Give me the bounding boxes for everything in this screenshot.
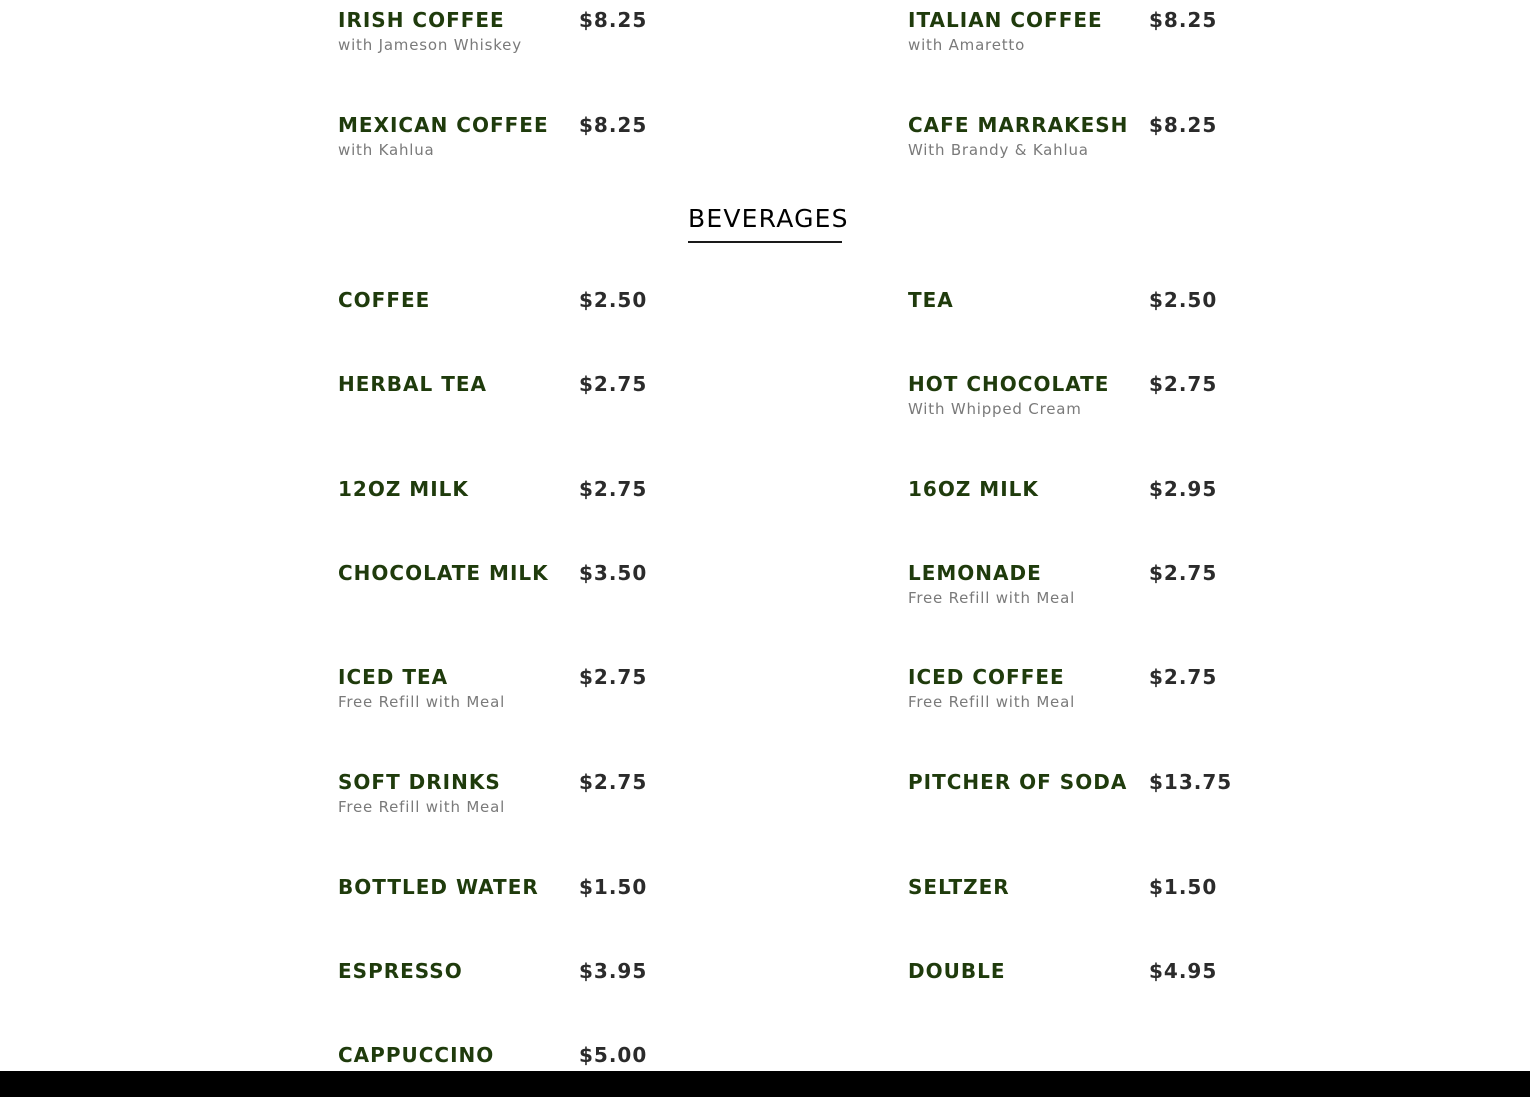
item-price: $2.75 (1149, 665, 1218, 689)
item-description: Free Refill with Meal (908, 693, 1076, 711)
item-description: with Amaretto (908, 36, 1026, 54)
item-name: IRISH COFFEE (338, 8, 505, 32)
item-description: with Kahlua (338, 141, 435, 159)
item-name: 12OZ MILK (338, 477, 469, 501)
item-description: with Jameson Whiskey (338, 36, 522, 54)
item-price: $2.50 (1149, 288, 1218, 312)
item-name: ESPRESSO (338, 959, 463, 983)
item-description: With Whipped Cream (908, 400, 1082, 418)
item-price: $2.75 (579, 477, 648, 501)
item-price: $1.50 (579, 875, 648, 899)
item-price: $8.25 (579, 113, 648, 137)
item-price: $8.25 (1149, 113, 1218, 137)
section-title-underline (688, 241, 842, 243)
item-name: CAPPUCCINO (338, 1043, 495, 1067)
item-description: With Brandy & Kahlua (908, 141, 1089, 159)
item-name: ICED TEA (338, 665, 449, 689)
item-name: ICED COFFEE (908, 665, 1065, 689)
item-description: Free Refill with Meal (908, 589, 1076, 607)
item-name: PITCHER OF SODA (908, 770, 1128, 794)
item-price: $2.95 (1149, 477, 1218, 501)
item-description: Free Refill with Meal (338, 798, 506, 816)
item-name: LEMONADE (908, 561, 1042, 585)
item-description: Free Refill with Meal (338, 693, 506, 711)
item-price: $2.75 (579, 372, 648, 396)
item-name: BOTTLED WATER (338, 875, 539, 899)
item-price: $2.75 (1149, 372, 1218, 396)
item-price: $2.75 (579, 665, 648, 689)
item-name: CAFE MARRAKESH (908, 113, 1129, 137)
item-price: $2.75 (579, 770, 648, 794)
item-name: TEA (908, 288, 954, 312)
item-name: MEXICAN COFFEE (338, 113, 549, 137)
item-name: HOT CHOCOLATE (908, 372, 1110, 396)
item-price: $3.95 (579, 959, 648, 983)
item-price: $5.00 (579, 1043, 648, 1067)
item-name: HERBAL TEA (338, 372, 488, 396)
item-name: SOFT DRINKS (338, 770, 501, 794)
item-price: $1.50 (1149, 875, 1218, 899)
footer-bar (0, 1071, 1530, 1097)
item-name: DOUBLE (908, 959, 1006, 983)
item-name: 16OZ MILK (908, 477, 1039, 501)
item-name: CHOCOLATE MILK (338, 561, 549, 585)
item-price: $4.95 (1149, 959, 1218, 983)
section-title-beverages: BEVERAGES (688, 204, 849, 233)
item-price: $13.75 (1149, 770, 1233, 794)
item-price: $8.25 (1149, 8, 1218, 32)
item-price: $8.25 (579, 8, 648, 32)
item-name: SELTZER (908, 875, 1010, 899)
item-price: $2.75 (1149, 561, 1218, 585)
item-price: $2.50 (579, 288, 648, 312)
item-name: COFFEE (338, 288, 431, 312)
item-name: ITALIAN COFFEE (908, 8, 1103, 32)
item-price: $3.50 (579, 561, 648, 585)
